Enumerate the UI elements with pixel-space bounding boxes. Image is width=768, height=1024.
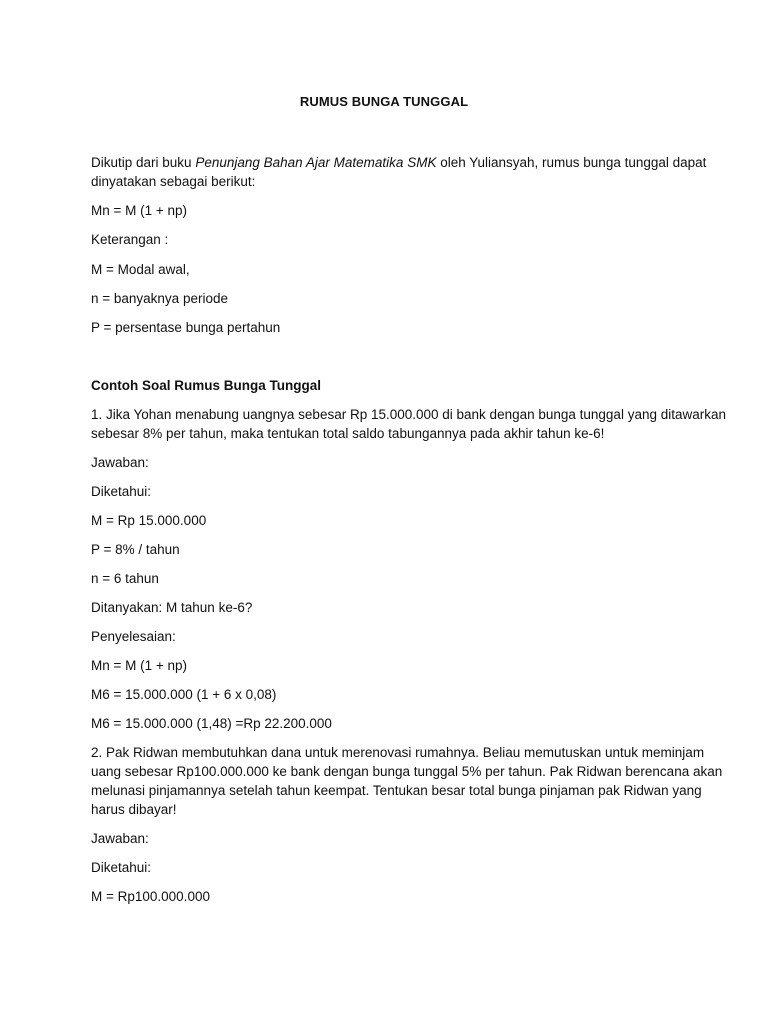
problem1-n: n = 6 tahun	[91, 571, 159, 586]
keterangan-item-n: n = banyaknya periode	[91, 291, 228, 306]
problem1-diketahui: Diketahui:	[91, 484, 152, 499]
problem2-line-4: harus dibayar!	[91, 802, 177, 817]
problem1-line-1: 1. Jika Yohan menabung uangnya sebesar Rp 15.000.000 di bank dengan bunga tunggal yang ditawarkan	[91, 407, 727, 422]
intro-text-pre: Dikutip dari buku	[91, 155, 196, 170]
problem2-diketahui: Diketahui:	[91, 860, 152, 875]
problem2-line-1: 2. Pak Ridwan membutuhkan dana untuk merenovasi rumahnya. Beliau memutuskan untuk meminjam	[91, 745, 705, 760]
problem1-jawaban: Jawaban:	[91, 455, 149, 470]
keterangan-item-m: M = Modal awal,	[91, 262, 190, 277]
problem1-ditanyakan: Ditanyakan: M tahun ke-6?	[91, 600, 253, 615]
intro-text-post: oleh Yuliansyah, rumus bunga tunggal dapat	[436, 155, 707, 170]
keterangan-item-p: P = persentase bunga pertahun	[91, 320, 281, 335]
problem2-line-2: uang sebesar Rp100.000.000 ke bank dengan bunga tunggal 5% per tahun. Pak Ridwan berencana akan	[91, 764, 723, 779]
problem1-step-1: Mn = M (1 + np)	[91, 658, 188, 673]
intro-line-2: dinyatakan sebagai berikut:	[91, 174, 256, 189]
problem1-p: P = 8% / tahun	[91, 542, 180, 557]
problem2-m: M = Rp100.000.000	[91, 889, 210, 904]
book-title: Penunjang Bahan Ajar Matematika SMK	[195, 155, 437, 170]
intro-line-1	[91, 153, 707, 172]
problem1-line-2: sebesar 8% per tahun, maka tentukan total saldo tabungannya pada akhir tahun ke-6!	[91, 426, 605, 441]
problem1-step-3: M6 = 15.000.000 (1,48) =Rp 22.200.000	[91, 716, 332, 731]
problem2-jawaban: Jawaban:	[91, 831, 149, 846]
problem1-m: M = Rp 15.000.000	[91, 513, 207, 528]
problem1-penyelesaian: Penyelesaian:	[91, 629, 176, 644]
problem2-line-3: melunasi pinjamannya setelah tahun keempat. Tentukan besar total bunga pinjaman pak Ridwan yang	[91, 783, 702, 798]
keterangan-label: Keterangan :	[91, 232, 169, 247]
problem1-step-2: M6 = 15.000.000 (1 + 6 x 0,08)	[91, 687, 277, 702]
document-title: RUMUS BUNGA TUNGGAL	[299, 94, 469, 109]
section-heading: Contoh Soal Rumus Bunga Tunggal	[91, 378, 321, 393]
main-formula: Mn = M (1 + np)	[91, 203, 188, 218]
